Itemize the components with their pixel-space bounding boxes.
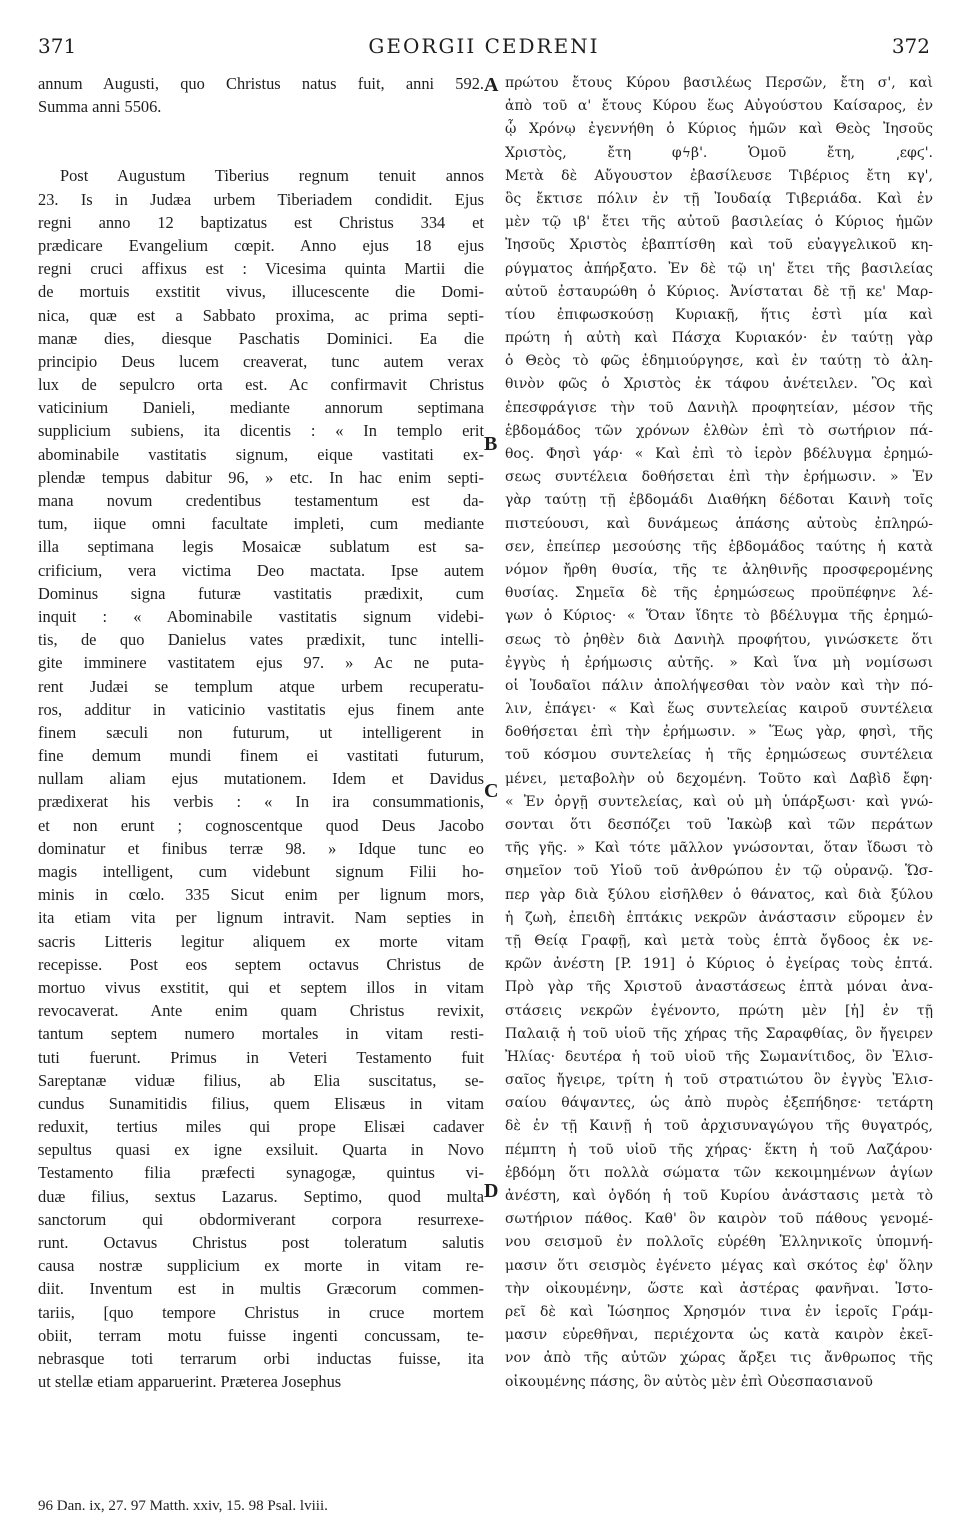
margin-marker-a: A	[484, 74, 499, 96]
text-line: ᾧ Χρόνῳ ἐγεννήθη ὁ Κύριος ἡμῶν καὶ Θεὸς Ἰησοῦς	[505, 121, 933, 138]
text-line: σημεῖον τοῦ Υἱοῦ τοῦ ἀνθρώπου ἐν τῷ οὐρανῷ. Ὥσ-	[505, 863, 933, 880]
text-line: reduxit, tertius miles qui prope Elisæi cadaver	[38, 1117, 484, 1137]
text-line: sanctorum qui obdormiverant corpora resurrexe-	[38, 1209, 484, 1229]
text-line: ρύγματος ἀπήρξατο. Ἐν δὲ τῷ ιη' ἔτει τῆς βασιλείας	[505, 260, 933, 277]
text-line: magis intelligent, cum videbunt signum Filii ho-	[38, 862, 484, 881]
text-line: μασιν εὑρεθῆναι, περιέχοντα ὡς κατὰ καιρὸν ἐκεῖ-	[505, 1327, 933, 1344]
text-line: νόμον ἤρθη θυσία, τῆς τε ἀληθινῆς προσφερομένης	[505, 561, 933, 578]
text-line: τῆς γῆς. » Καὶ τότε μᾶλλον γνώσονται, ὅταν ἴδωσι τὸ	[505, 840, 933, 857]
text-line: σονται ὅτι δεσπόζει τοῦ Ἰακὼβ καὶ τῶν περάτων	[505, 817, 933, 833]
text-line: πρώτου ἔτους Κύρου βασιλέως Περσῶν, ἔτη σ', καὶ	[505, 75, 933, 91]
page-number-left: 371	[38, 34, 77, 58]
text-line: inquit : « Abominabile vastitatis signum videbi-	[38, 606, 484, 626]
text-line: σεως τὸ ῥηθὲν διὰ Δανιὴλ προφήτου, γινώσκετε ὅτι	[505, 631, 933, 648]
text-line: ita etiam vita per lignum intravit. Nam septies in	[38, 908, 484, 928]
text-line: γὰρ ταύτῃ τῇ ἑβδομάδι Διαθήκη δέδοται Καινὴ τοῖς	[505, 492, 933, 509]
text-line: annum Augusti, quo Christus natus fuit, anni 592.	[38, 74, 484, 93]
text-line: στάσεις νεκρῶν ἐγένοντο, πρώτη μὲν [ἡ] ἐν τῇ	[505, 1002, 933, 1019]
text-line: runt. Octavus Christus post toleratum salutis	[38, 1233, 484, 1252]
margin-marker-c: C	[484, 780, 499, 802]
text-line: diit. Inventum est in multis Græcorum commen-	[38, 1279, 484, 1299]
greek-column	[505, 72, 933, 1394]
text-line: Χριστὸς, ἔτη φϟβ'. Ὁμοῦ ἔτη, ͵εφϛ'.	[505, 144, 933, 161]
text-line: οἱ Ἰουδαῖοι πάλιν ἀπολήψεσθαι τὸν ναὸν καὶ τὴν πό-	[505, 677, 933, 694]
text-line: cundus Sunamitidis filius, quem Elisæus in vitam	[38, 1093, 484, 1113]
text-line: crificium, vera victima Deo mactata. Ipse autem	[38, 560, 484, 580]
text-line: ὁ Θεὸς τὸ φῶς ἐδημιούργησε, καὶ ἐν ταύτῃ τὸ ἀλη-	[505, 353, 933, 370]
text-line: rent Judæi se templum atque urbem recuperatu-	[38, 676, 484, 696]
text-line: δὲ ἐν τῇ Καινῇ ἡ τοῦ ἀρχισυναγώγου τῆς θυγατρός,	[505, 1118, 933, 1135]
text-line: Sareptanæ viduæ filius, ab Elia suscitatus, se-	[38, 1070, 484, 1090]
text-line: Testamento filia præfecti synagogæ, quintus vi-	[38, 1163, 484, 1183]
text-line: tariis, [quo tempore Christus in cruce mortem	[38, 1302, 484, 1322]
text-line: lux de sepulcro orta est. Ac confirmavit Christus	[38, 375, 484, 395]
text-line: σαίου θάψαντες, ὡς ἀπὸ πυρὸς ἐξεπήδησε· τετάρτη	[505, 1095, 933, 1112]
text-line: τοῦ κόσμου συντελείας ἡ τῆς ἐρημώσεως συντέλεια	[505, 747, 933, 764]
text-line: Dominus signa futuræ vastitatis prædixit, cum	[38, 583, 484, 603]
text-line: recepisse. Post eos septem octavus Christus de	[38, 954, 484, 974]
text-line: ἀπὸ τοῦ α' ἔτους Κύρου ἕως Αὐγούστου Καίσαρος, ἐν	[505, 98, 933, 115]
text-line: duæ filius, sextus Lazarus. Septimo, quod multa	[38, 1186, 484, 1206]
text-line: δοθήσεται ἐπὶ τὴν ἐρήμωσιν. » Ἕως γὰρ, φησὶ, τῆς	[505, 724, 933, 741]
text-line: nullam aliam ejus mutationem. Idem et Davidus	[38, 769, 484, 789]
text-line: vaticinium Danieli, mediante annorum septimana	[38, 398, 484, 418]
text-line: ἐγγὺς ἡ ἐρήμωσις αὐτῆς. » Καὶ ἵνα μὴ νομίσωσι	[505, 654, 933, 671]
text-line: οἰκουμένης πάσης, ὃν αὐτὸς μὲν ἐπὶ Οὐεσπασιανοῦ	[505, 1373, 873, 1390]
text-line: abominabile vastitatis signum, eique vastitati ex-	[38, 444, 484, 464]
text-line: κρῶν ἀνέστη [P. 191] ὁ Κύριος ὁ ἐγείρας τοὺς ἑπτά.	[505, 956, 933, 973]
text-line: ἐπεσφράγισε τὴν τοῦ Δανιὴλ προφητείαν, μέσον τῆς	[505, 399, 933, 416]
text-line: αὐτοῦ ἐσταυρώθη ὁ Κύριος. Ἀνίσταται δὲ τῇ κε' Μαρ-	[505, 283, 933, 300]
text-line: σεν, ἐπείπερ μεσούσης τῆς ἑβδομάδος ταύτης ἡ κατὰ	[505, 538, 933, 555]
text-line: ἀνέστη, καὶ ὀγδόη ἡ τοῦ Κυρίου ἀνάστασις μετὰ τὸ	[505, 1188, 933, 1204]
text-line: Post Augustum Tiberius regnum tenuit annos	[60, 166, 484, 186]
text-line: sacris Litteris legitur aliquem ex morte vitam	[38, 931, 484, 951]
text-line: ἑβδόμη ὅτι πολλὰ σώματα τῶν κεκοιμημένων ἁγίων	[505, 1164, 933, 1181]
text-line: supplicium subiens, ita dicentis : « In templo erit	[38, 421, 484, 441]
text-line: ros, additur in vaticinio vastitatis ejus finem ante	[38, 699, 484, 719]
text-line: regni cruci affixus est : Vicesima quinta Martii die	[38, 259, 484, 279]
text-line: μένει, μεταβολὴν οὐ δεχομένη. Τοῦτο καὶ Δαβὶδ ἔφη·	[505, 770, 933, 787]
text-line: revocaverat. Ante enim quam Christus revixit,	[38, 1001, 484, 1021]
text-line: tum, iique omni facultate impleti, cum mediante	[38, 514, 484, 534]
text-line: dominatur et finibus terræ 98. » Idque tunc eo	[38, 838, 484, 858]
text-line: περ γὰρ διὰ ξύλου εἰσῆλθεν ὁ θάνατος, καὶ διὰ ξύλου	[505, 886, 933, 903]
text-line: λιν, ἐπάγει· « Καὶ ἕως συντελείας καιροῦ συντέλεια	[505, 701, 933, 718]
text-line: γων ὁ Κύριος· « Ὅταν ἴδητε τὸ βδέλυγμα τῆς ἐρημώ-	[505, 608, 933, 625]
text-line: Summa anni 5506.	[38, 97, 162, 117]
text-line: πιστεύουσι, καὶ δυνάμεως ἁπάσης αὐτοὺς ἐπληρώ-	[505, 515, 933, 532]
latin-column	[38, 72, 484, 1393]
text-line: ὃς ἔκτισε πόλιν ἐν τῇ Ἰουδαίᾳ Τιβεριάδα. Καὶ ἐν	[505, 190, 933, 207]
running-title: GEORGII CEDRENI	[368, 34, 600, 58]
text-line: mana novum credentibus testamentum est da-	[38, 491, 484, 510]
text-line: ρεῖ δὲ καὶ Ἰώσηπος Χρησμόν τινα ἐν ἱεροῖς Γράμ-	[505, 1303, 933, 1320]
text-line: plendæ tempus dabitur 96, » etc. In hac enim septi-	[38, 467, 484, 487]
text-line: fine demum mundi finem ei vastitati futurum,	[38, 746, 484, 766]
text-line: σεως συντέλεια δοθήσεται ἐπὶ τὴν ἐρήμωσιν. » Ἐν	[505, 469, 933, 486]
text-line: manæ dies, diesque Paschatis Dominici. Ea die	[38, 328, 484, 348]
text-line: principio Deus lucem creaverat, tunc autem verax	[38, 351, 484, 371]
text-line: νον ἀπὸ τῆς αὐτῶν χώρας ἄρξει τις ἄνθρωπος τῆς	[505, 1350, 933, 1367]
text-line: tantum septem numero mortales in vitam resti-	[38, 1024, 484, 1044]
text-line: τὴν οἰκουμένην, ὥστε καὶ ἀστέρας φανῆναι. Ἱστο-	[505, 1280, 933, 1297]
text-line: θος. Φησὶ γάρ· « Καὶ ἐπὶ τὸ ἱερὸν βδέλυγμα ἐρημώ-	[505, 446, 933, 462]
text-line: τίου ἐπιφωσκούσῃ Κυριακῇ, ἥτις ἐστὶ μία καὶ	[505, 306, 933, 323]
text-line: mortuo vivus exstitit, qui et septem illos in vitam	[38, 977, 484, 997]
text-line: nebrasque toti terrarum orbi inductas fuisse, ita	[38, 1348, 484, 1368]
margin-marker-b: B	[484, 433, 498, 455]
text-line: 23. Is in Judæa urbem Tiberiadem condidit. Ejus	[38, 189, 484, 209]
text-line: ἑβδομάδος τῶν χρόνων ἐλθὼν ἐπὶ τὸ σωτήριον πά-	[505, 422, 933, 439]
text-line: Ἰησοῦς Χριστὸς ἐβαπτίσθη καὶ τοῦ εὐαγγελικοῦ κη-	[505, 237, 933, 254]
text-line: νου σεισμοῦ ἐν πολλοῖς εὑρέθη Ἑλληνικοῖς ὑπομνή-	[505, 1234, 933, 1251]
text-line: Ἠλίας· δευτέρα ἡ τοῦ υἱοῦ τῆς Σωμανίτιδος, ὃν Ἐλισ-	[505, 1048, 933, 1065]
text-line: Πρὸ γὰρ τῆς Χριστοῦ ἀναστάσεως ἑπτὰ μόναι ἀνα-	[505, 979, 933, 996]
text-line: tis, de quo Danielus vates prædixit, tunc intelli-	[38, 630, 484, 650]
text-line: tuti fuerunt. Primus in Veteri Testamento fuit	[38, 1047, 484, 1067]
text-line: sepultus quasi ex igne exsiluit. Quarta in Novo	[38, 1140, 484, 1160]
text-line: illa septimana legis Mosaicæ sublatum est sa-	[38, 537, 484, 557]
text-line: prædicare Evangelium cœpit. Anno ejus 18 ejus	[38, 235, 484, 255]
text-line: et non erunt ; cognoscentque quod Deus Jacobo	[38, 815, 484, 835]
margin-marker-d: D	[484, 1180, 499, 1202]
text-line: ut stellæ etiam apparuerint. Præterea Josephus	[38, 1372, 342, 1392]
page-number-right: 372	[891, 34, 930, 58]
text-line: πρώτη ἡ αὐτὴ καὶ Πάσχα Κυριακόν· ἐν ταύτῃ γὰρ	[505, 330, 933, 347]
page-header	[38, 34, 930, 64]
text-line: θυσίας. Σημεῖα δὲ τῆς ἐρημώσεως προϋπέφηνε λέ-	[505, 585, 933, 602]
text-line: Παλαιᾷ ἡ τοῦ υἱοῦ τῆς χήρας τῆς Σαραφθίας, ὃν ἤγειρεν	[505, 1025, 933, 1042]
text-line: gite imminere vastitatem ejus 97. » Ac ne puta-	[38, 653, 484, 673]
text-line: regni anno 12 baptizatus est Christus 334 et	[38, 212, 484, 232]
text-line: θινὸν φῶς ὁ Χριστὸς ἐκ τάφου ἀνέτειλεν. Ὃς καὶ	[505, 376, 933, 393]
text-line: σωτήριον πάθος. Καθ' ὃν καιρὸν τοῦ πάθους γενομέ-	[505, 1211, 933, 1228]
paragraph-gap	[38, 118, 484, 164]
text-line: nica, quæ est a Sabbato proxima, ac prima septi-	[38, 305, 484, 325]
footnotes: 96 Dan. ix, 27. 97 Matth. xxiv, 15. 98 Psal. lviii.	[38, 1498, 328, 1514]
text-line: τῇ Θείᾳ Γραφῇ, καὶ μετὰ τοὺς ἑπτὰ ὄγδοος ἐκ νε-	[505, 932, 933, 949]
text-line: causa nostræ supplicium ex morte in vitam re-	[38, 1256, 484, 1276]
text-line: μασιν ὅτι σεισμὸς ἐγένετο μέγας καὶ σκότος ἐφ' ὅλην	[505, 1257, 933, 1274]
text-line: ἡ ζωὴ, ἐπειδὴ ἑπτάκις νεκρῶν ἀνάστασιν εὕρομεν ἐν	[505, 909, 933, 926]
text-line: prædixerat his verbis : « In ira consummationis,	[38, 792, 484, 812]
text-line: minis in cœlo. 335 Sicut enim per lignum mors,	[38, 885, 484, 905]
text-line: σαῖος ἤγειρε, τρίτη ἡ τοῦ στρατιώτου ὃν ἐγγὺς Ἐλισ-	[505, 1072, 933, 1089]
text-line: obiit, terram motu fuisse ingenti concussam, te-	[38, 1325, 484, 1345]
text-line: « Ἐν ὀργῇ συντελείας, καὶ οὐ μὴ ὑπάρξωσι· καὶ γνώ-	[505, 793, 933, 810]
text-line: finem sæculi non futurum, ut intelligerent in	[38, 722, 484, 742]
text-line: Μετὰ δὲ Αὔγουστον ἐβασίλευσε Τιβέριος ἔτη κγ',	[505, 167, 933, 184]
text-line: μὲν τῷ ιβ' ἔτει τῆς αὐτοῦ βασιλείας ὁ Κύριος ἡμῶν	[505, 214, 933, 231]
text-line: de mortuis exstitit vivus, illucescente die Domi-	[38, 282, 484, 302]
text-line: πέμπτη ἡ τοῦ υἱοῦ τῆς χήρας· ἕκτη ἡ τοῦ Λαζάρου·	[505, 1141, 933, 1158]
